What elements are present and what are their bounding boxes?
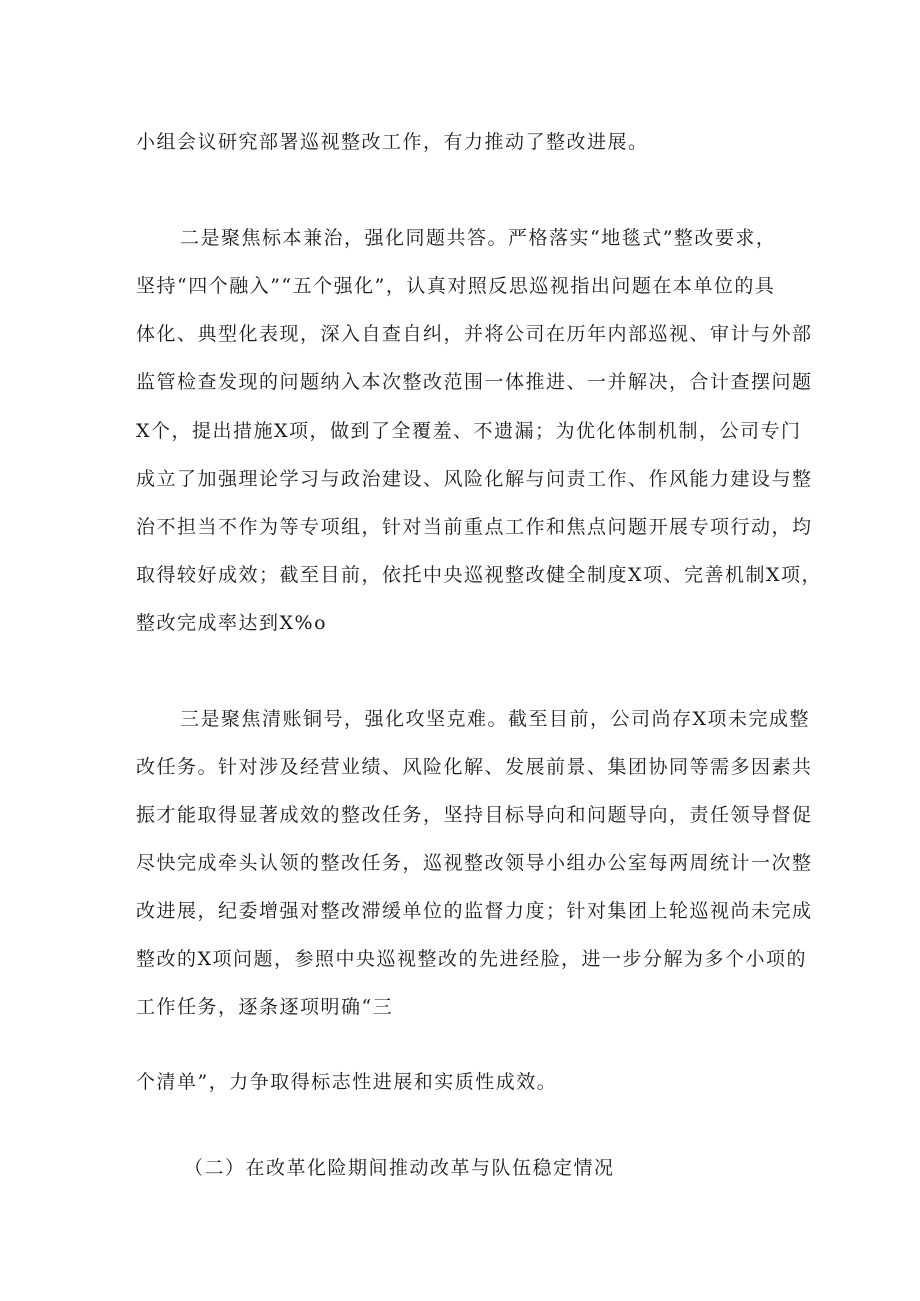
paragraph-2-line-2: 改任务。针对涉及经营业绩、风险化解、发展前景、集团协同等需多因素共: [136, 756, 813, 778]
paragraph-1-line-6: 成立了加强理论学习与政治建设、风险化解与问责工作、作风能力建设与整: [136, 468, 813, 490]
section-heading: （二）在改革化险期间推动改革与队伍稳定情况: [184, 1157, 615, 1179]
paragraph-2-line-7: 工作任务，逐条逐项明确“三: [136, 996, 394, 1018]
paragraph-1-line-5: X个，提出措施X项，做到了全覆羞、不遗漏；为优化体制机制，公司专门: [136, 420, 802, 442]
paragraph-2-line-6: 整改的X项问题，参照中央巡视整改的先进经脸，进一步分解为多个小项的: [136, 948, 808, 970]
paragraph-1-line-7: 治不担当不作为等专项组，针对当前重点工作和焦点问题开展专项行动，均: [136, 516, 813, 538]
paragraph-1-line-4: 监管检查发现的问题纳入本次整改范围一体推进、一并解决，合计查摆问题: [136, 371, 813, 393]
paragraph-0-line-1: 小组会议研究部署巡视整改工作，有力推动了整改进展。: [136, 131, 649, 153]
paragraph-1-line-1: 二是聚焦标本兼治，强化同题共答。严格落实“地毯式”整改要求，: [180, 227, 777, 249]
paragraph-1-line-3: 体化、典型化表现，深入自查自纠，并将公司在历年内部巡视、审计与外部: [136, 323, 813, 345]
paragraph-1-line-2: 坚持“四个融入”“五个强化”，认真对照反思巡视指出问题在本单位的具: [136, 275, 776, 297]
paragraph-2-line-5: 改进展，纪委增强对整改滞缓单位的监督力度；针对集团上轮巡视尚未完成: [136, 900, 813, 922]
paragraph-2-line-4: 尽快完成牵头认领的整改任务，巡视整改领导小组办公室每两周统计一次整: [136, 852, 813, 874]
paragraph-3-line-1: 个清单”，力争取得标志性进展和实质性成效。: [136, 1071, 558, 1093]
paragraph-2-line-3: 振才能取得显著成效的整改任务，坚持目标导向和问题导向，责任领导督促: [136, 804, 813, 826]
paragraph-1-line-8: 取得较好成效；截至目前，依托中央巡视整改健全制度X项、完善机制X项，: [136, 564, 823, 586]
paragraph-2-line-1: 三是聚焦清账铜号，强化攻坚克难。截至目前，公司尚存X项未完成整: [180, 708, 811, 730]
paragraph-1-line-9: 整改完成率达到X%o: [136, 612, 328, 634]
